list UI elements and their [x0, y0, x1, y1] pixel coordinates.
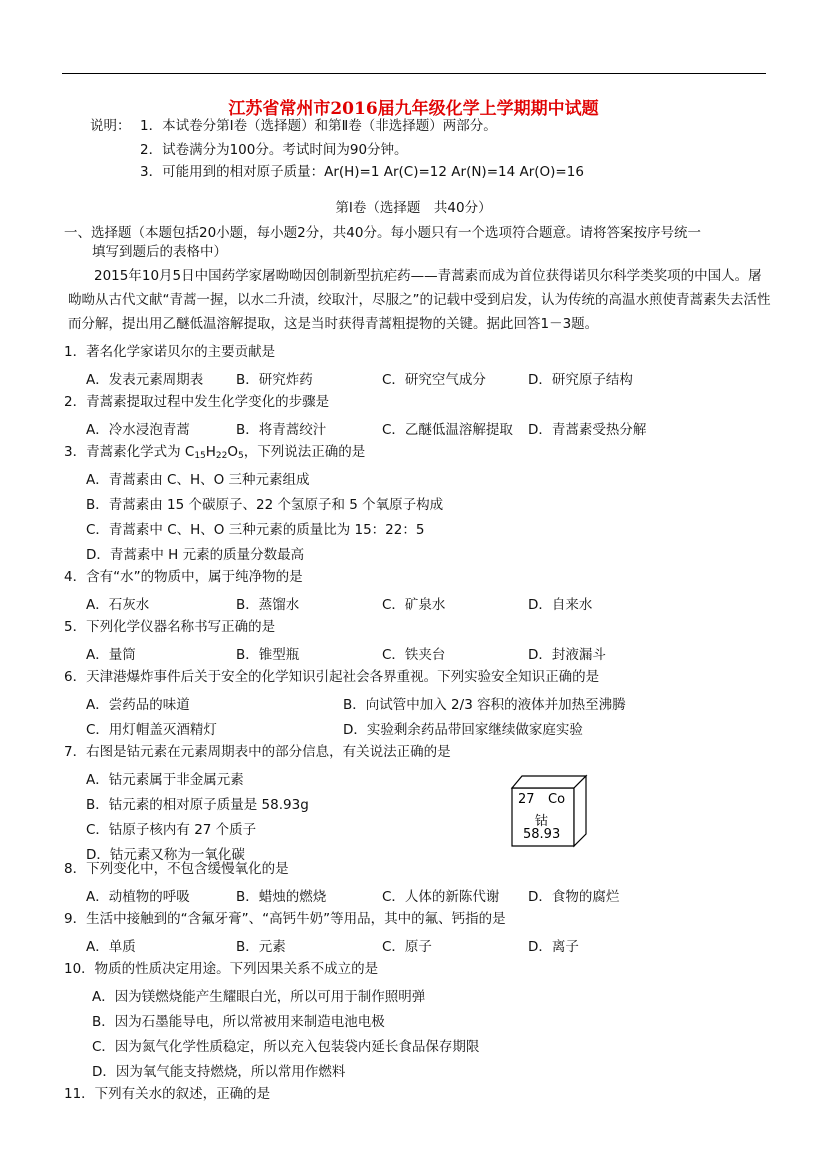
question-5-option-a: A．量筒: [86, 647, 136, 663]
question-3-stem: 3．青蒿素化学式为 $C_{15}H_{22}O_5$，下列说法正确的是: [64, 444, 366, 461]
reading-passage: 2015年10月5日中国药学家屠呦呦因创制新型抗疟药——青蒿素而成为首位获得诺贝尔科学类奖项的中国人。屠呦呦从古代文献“青蒿一握，以水二升渍，绞取汁，尽服之”的记载中受到启发，认为传统的高温水煎使青蒿素失去活性而分解，提出用乙醚低温溶解提取，这是当时获得青蒿粗提物的关键。据此回答1－3题。: [68, 268, 771, 332]
question-4-option-a: A．石灰水: [86, 597, 150, 613]
question-10-option-d: D．因为氧气能支持燃烧，所以常用作燃料: [92, 1064, 346, 1080]
question-5-stem: 5．下列化学仪器名称书写正确的是: [64, 619, 276, 635]
question-5-option-d: D．封液漏斗: [528, 647, 606, 663]
question-7-option-b: B．钴元素的相对原子质量是 58.93g: [86, 797, 309, 813]
part-heading: 一、选择题（本题包括20小题，每小题2分，共40分。每小题只有一个选项符合题意。请将答案按序号统一: [64, 225, 701, 241]
question-10-option-a: A．因为镁燃烧能产生耀眼白光，所以可用于制作照明弹: [92, 989, 426, 1005]
notes-label: 说明：: [90, 118, 131, 134]
question-3-option-b: B．青蒿素由 15 个碳原子、22 个氢原子和 5 个氧原子构成: [86, 497, 444, 513]
question-2-option-d: D．青蒿素受热分解: [528, 422, 647, 438]
question-4-option-b: B．蒸馏水: [236, 597, 300, 613]
atomic-number: 27: [518, 792, 535, 807]
question-10-option-c: C．因为氮气化学性质稳定，所以充入包装袋内延长食品保存期限: [92, 1039, 480, 1055]
question-1-option-d: D．研究原子结构: [528, 372, 633, 388]
note-1: 1．本试卷分第Ⅰ卷（选择题）和第Ⅱ卷（非选择题）两部分。: [140, 118, 497, 134]
question-1-stem: 1．著名化学家诺贝尔的主要贡献是: [64, 344, 276, 360]
question-1-option-c: C．研究空气成分: [382, 372, 486, 388]
question-5-option-c: C．铁夹台: [382, 647, 446, 663]
question-7-stem: 7．右图是钴元素在元素周期表中的部分信息，有关说法正确的是: [64, 744, 451, 760]
section-title: 第Ⅰ卷（选择题 共40分）: [335, 200, 492, 216]
question-7-option-d: D．钴元素又称为一氧化碳: [86, 847, 245, 863]
question-6-stem: 6．天津港爆炸事件后关于安全的化学知识引起社会各界重视。下列实验安全知识正确的是: [64, 669, 600, 685]
question-8-option-d: D．食物的腐烂: [528, 889, 620, 905]
question-4-option-d: D．自来水: [528, 597, 593, 613]
question-3-option-d: D．青蒿素中 H 元素的质量分数最高: [86, 547, 305, 563]
question-4-option-c: C．矿泉水: [382, 597, 446, 613]
question-6-option-c: C．用灯帽盖灭酒精灯: [86, 722, 217, 738]
question-7-option-c: C．钴原子核内有 27 个质子: [86, 822, 257, 838]
question-9-option-d: D．离子: [528, 939, 579, 955]
question-8-stem: 8．下列变化中，不包含缓慢氧化的是: [64, 861, 289, 877]
question-2-option-b: B．将青蒿绞汁: [236, 422, 327, 438]
question-9-option-b: B．元素: [236, 939, 286, 955]
question-6-option-b: B．向试管中加入 2/3 容积的液体并加热至沸腾: [343, 697, 626, 713]
question-8-option-a: A．动植物的呼吸: [86, 889, 190, 905]
page-title: 江苏省常州市2016届九年级化学上学期期中试题: [228, 99, 599, 119]
question-9-stem: 9．生活中接触到的“含氟牙膏”、“高钙牛奶”等用品，其中的氟、钙指的是: [64, 911, 506, 927]
question-10-option-b: B．因为石墨能导电，所以常被用来制造电池电极: [92, 1014, 385, 1030]
part-heading-cont: 填写到题后的表格中）: [92, 244, 227, 260]
question-2-option-c: C．乙醚低温溶解提取: [382, 422, 513, 438]
element-symbol: Co: [548, 792, 566, 807]
question-1-option-b: B．研究炸药: [236, 372, 313, 388]
atomic-mass: 58.93: [523, 827, 561, 842]
note-2: 2．试卷满分为100分。考试时间为90分钟。: [140, 142, 408, 158]
question-4-stem: 4．含有“水”的物质中，属于纯净物的是: [64, 569, 303, 585]
question-9-option-c: C．原子: [382, 939, 432, 955]
header-rule: [62, 73, 766, 74]
question-2-option-a: A．冷水浸泡青蒿: [86, 422, 190, 438]
question-9-option-a: A．单质: [86, 939, 136, 955]
question-2-stem: 2．青蒿素提取过程中发生化学变化的步骤是: [64, 394, 330, 410]
element-name: 钴: [535, 814, 549, 829]
question-7-option-a: A．钴元素属于非金属元素: [86, 772, 244, 788]
question-8-option-b: B．蜡烛的燃烧: [236, 889, 327, 905]
question-10-stem: 10．物质的性质决定用途。下列因果关系不成立的是: [64, 961, 379, 977]
cobalt-element-card: [508, 774, 590, 848]
note-3: 3．可能用到的相对原子质量：Ar(H)=1 Ar(C)=12 Ar(N)=14 Ar(O)=16: [140, 164, 584, 180]
question-6-option-d: D．实验剩余药品带回家继续做家庭实验: [343, 722, 583, 738]
question-3-option-c: C．青蒿素中 C、H、O 三种元素的质量比为 15：22：5: [86, 522, 425, 538]
question-6-option-a: A．尝药品的味道: [86, 697, 190, 713]
question-11-stem: 11．下列有关水的叙述，正确的是: [64, 1086, 271, 1102]
question-3-option-a: A．青蒿素由 C、H、O 三种元素组成: [86, 472, 310, 488]
question-1-option-a: A．发表元素周期表: [86, 372, 204, 388]
question-5-option-b: B．锥型瓶: [236, 647, 300, 663]
question-8-option-c: C．人体的新陈代谢: [382, 889, 500, 905]
